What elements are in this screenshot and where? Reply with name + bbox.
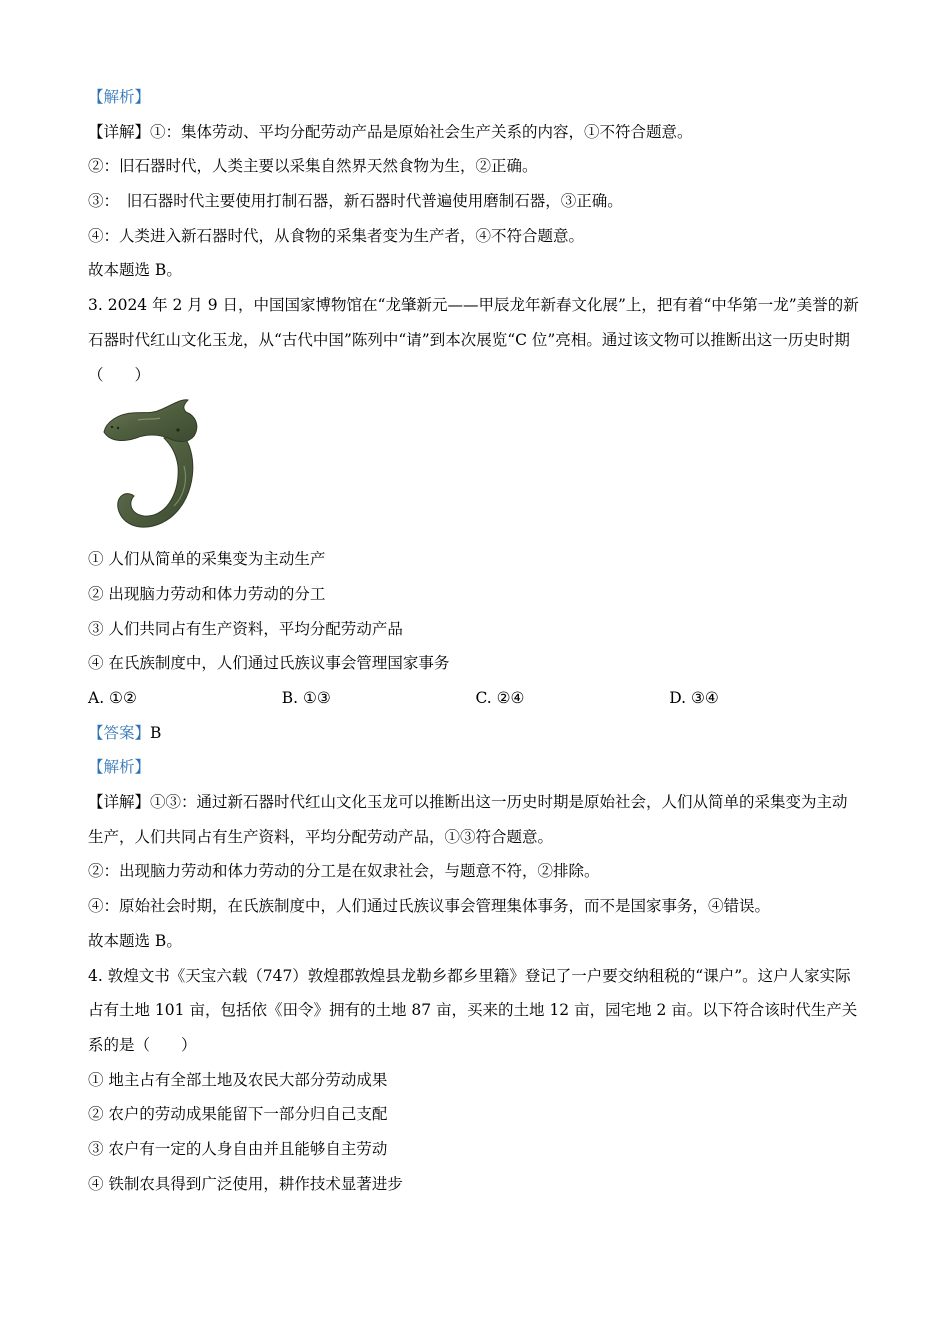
statement-item: ② 农户的劳动成果能留下一部分归自己支配 — [88, 1105, 388, 1124]
detail-text: ①：集体劳动、平均分配劳动产品是原始社会生产关系的内容，①不符合题意。 — [150, 122, 693, 141]
detail-line: ④：原始社会时期，在氏族制度中，人们通过氏族议事会管理集体事务，而不是国家事务，④错误。 — [88, 897, 771, 916]
option-b: B. ①③ — [281, 688, 331, 707]
statement-item: ③ 农户有一定的人身自由并且能够自主劳动 — [88, 1140, 388, 1158]
jiexi-tag: 【解析】 — [88, 758, 151, 777]
answer-line — [88, 716, 863, 751]
conclusion: 故本题选 B。 — [88, 931, 182, 950]
detail-line — [88, 115, 863, 150]
jiexi-heading — [88, 750, 863, 785]
detail-line: ②：出现脑力劳动和体力劳动的分工是在奴隶社会，与题意不符，②排除。 — [88, 862, 600, 881]
option-c: C. ②④ — [475, 688, 525, 707]
jiexi-heading — [88, 80, 863, 115]
conclusion: 故本题选 B。 — [88, 261, 182, 280]
question-4-stem: 4. 敦煌文书《天宝六载（747）敦煌郡敦煌县龙勒乡都乡里籍》登记了一户要交纳租税的“课户”。这户人家实际占有土地 101 亩，包括依《田令》拥有的土地 87 亩，买来的土地 12 亩，园宅地 2 亩。以下符合该时代生产关系的是（ ） — [88, 966, 858, 1054]
statement-item: ① 地主占有全部土地及农民大部分劳动成果 — [88, 1070, 388, 1089]
question-3-stem: 3. 2024 年 2 月 9 日，中国国家博物馆在“龙肇新元——甲辰龙年新春文化展”上，把有着“中华第一龙”美誉的新石器时代红山文化玉龙，从“古代中国”陈列中“请”到本次展览“C 位”亮相。通过该文物可以推断出这一历史时期（ ） — [88, 296, 859, 384]
detail-text: ①③：通过新石器时代红山文化玉龙可以推断出这一历史时期是原始社会，人们从简单的采集变为主动生产，人们共同占有生产资料，平均分配劳动产品，①③符合题意。 — [88, 793, 848, 846]
jade-dragon-icon — [98, 396, 213, 536]
answer-tag: 【答案】 — [88, 723, 151, 742]
document-page — [88, 80, 863, 1201]
answer-options — [88, 681, 863, 716]
detail-line: ③： 旧石器时代主要使用打制石器，新石器时代普遍使用磨制石器，③正确。 — [88, 192, 623, 211]
statement-item: ③ 人们共同占有生产资料，平均分配劳动产品 — [88, 619, 403, 638]
option-d: D. ③④ — [669, 688, 719, 707]
statement-item: ② 出现脑力劳动和体力劳动的分工 — [88, 584, 326, 603]
detail-tag: 【详解】 — [88, 793, 151, 812]
jiexi-tag: 【解析】 — [88, 88, 151, 106]
statement-item: ④ 在氏族制度中，人们通过氏族议事会管理国家事务 — [88, 654, 450, 673]
statement-item: ① 人们从简单的采集变为主动生产 — [88, 550, 326, 569]
jade-dragon-image — [88, 392, 863, 542]
option-a: A. ①② — [88, 688, 137, 707]
detail-line: ④：人类进入新石器时代，从食物的采集者变为生产者，④不符合题意。 — [88, 226, 585, 245]
detail-paragraph — [88, 785, 863, 854]
statement-item: ④ 铁制农具得到广泛使用，耕作技术显著进步 — [88, 1174, 403, 1193]
detail-line: ②：旧石器时代，人类主要以采集自然界天然食物为生，②正确。 — [88, 157, 538, 176]
detail-tag: 【详解】 — [88, 122, 151, 141]
answer-value: B — [150, 723, 162, 742]
